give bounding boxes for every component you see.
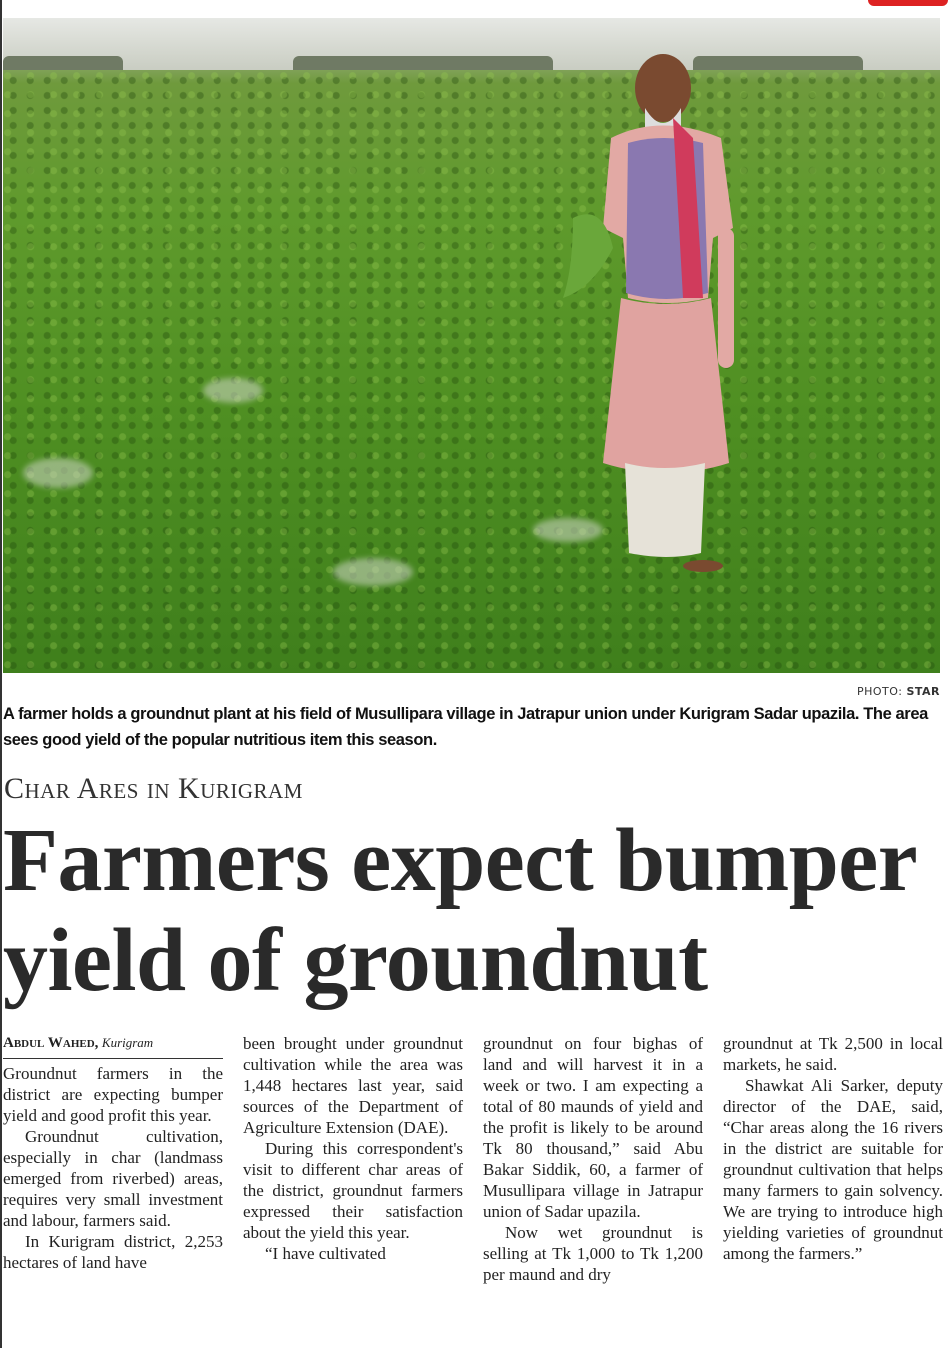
paragraph: been brought under groundnut cultivation while the area was 1,448 hectares last year, said sources of the Department of Agriculture Extension (DAE). (243, 1034, 463, 1137)
article-column-2 (243, 1033, 463, 1264)
photo-credit-prefix: PHOTO: (856, 685, 903, 698)
article-body (3, 1033, 943, 1285)
byline (3, 1033, 223, 1059)
article-column-1 (3, 1033, 223, 1273)
paragraph: In Kurigram district, 2,253 hectares of land have (3, 1232, 223, 1272)
paragraph: Shawkat Ali Sarker, deputy director of the DAE, said, “Char areas along the 16 rivers in the district are suitable for groundnut cultivation that helps many farmers to gain solvency. We are trying to introduce high yielding varieties of groundnut among the farmers.” (723, 1076, 943, 1263)
masthead-fragment (868, 0, 948, 6)
kicker: Char Ares in Kurigram (4, 772, 303, 805)
photo-credit (3, 685, 943, 699)
paragraph: “I have cultivated (265, 1244, 386, 1263)
page-edge (0, 0, 2, 1348)
paragraph: During this correspondent's visit to different char areas of the district, groundnut farmers expressed their satisfaction about the yield this year. (243, 1139, 463, 1242)
photo-caption: A farmer holds a groundnut plant at his field of Musullipara village in Jatrapur union under Kurigram Sadar upazila. The area sees good yield of the popular nutritious item this season. (3, 705, 928, 749)
paragraph: Groundnut cultivation, especially in char (landmass emerged from riverbed) areas, requires very small investment and labour, farmers said. (3, 1127, 223, 1230)
byline-name: Abdul Wahed, (3, 1035, 99, 1051)
headline: Farmers expect bumper yield of groundnut (3, 811, 916, 1010)
paragraph: Now wet groundnut is selling at Tk 1,000 to Tk 1,200 per maund and dry (483, 1223, 703, 1284)
farmer-figure (533, 28, 773, 588)
photo-credit-source: STAR (906, 685, 940, 698)
article-column-4 (723, 1033, 943, 1264)
paragraph: groundnut on four bighas of land and will harvest it in a week or two. I am expecting a total of 80 maunds of yield and the profit is likely to be around Tk 80 thousand,” said Abu Bakar Siddik, 60, a farmer of Musullipara village in Jatrapur union of Sadar upazila. (483, 1034, 703, 1221)
byline-location: Kurigram (101, 1035, 154, 1050)
paragraph: groundnut at Tk 2,500 in local markets, he said. (723, 1034, 943, 1074)
paragraph: Groundnut farmers in the district are expecting bumper yield and good profit this year. (3, 1064, 223, 1125)
article-photo (3, 18, 940, 673)
article-column-3 (483, 1033, 703, 1285)
